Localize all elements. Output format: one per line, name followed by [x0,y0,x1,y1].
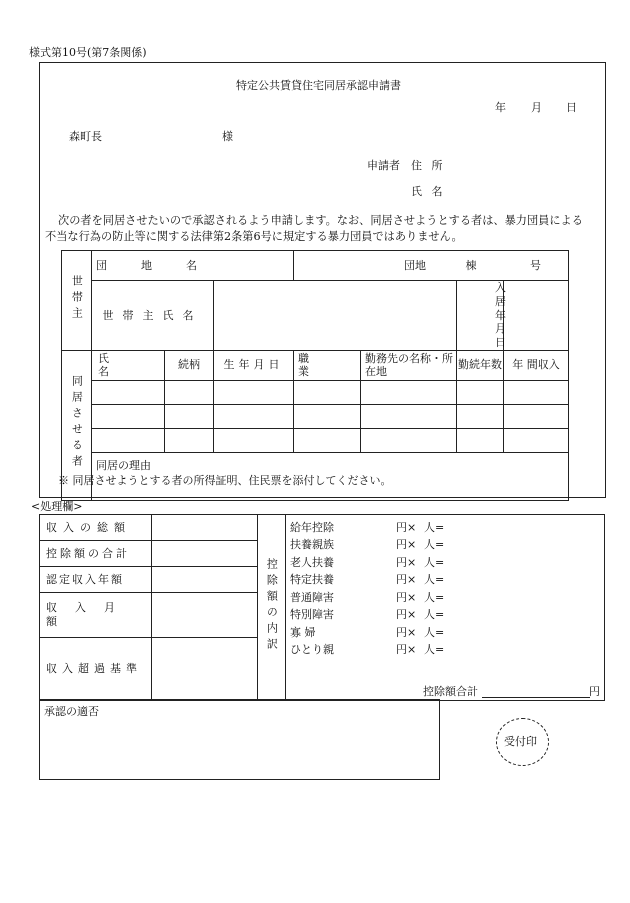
applicant-name-label[interactable]: 氏 名 [411,185,446,198]
date-day: 日 [566,101,577,114]
deduction-persons: 人= [424,625,445,639]
addressee-honorific: 様 [222,130,233,143]
header-job: 職 業 [294,350,361,380]
cohabitant-section-label: 同居させる者 [62,350,92,500]
cell[interactable] [92,380,165,404]
complex-tail-label: 団地 [404,258,427,272]
header-relation: 続柄 [165,350,214,380]
deduction-persons: 人= [424,643,445,657]
deduction-name: 普通障害 [290,590,334,604]
form-number: 様式第10号(第7条関係) [29,46,147,59]
deduction-name: 扶養親族 [290,538,334,552]
deduction-persons: 人= [424,608,445,622]
cell[interactable] [361,428,457,452]
header-workplace: 勤務先の名称・所在地 [361,350,457,380]
cell[interactable] [92,428,165,452]
applicant-address-label[interactable]: 住 所 [411,159,446,172]
building-label: 棟 [465,258,477,272]
cell[interactable] [214,404,294,428]
cell[interactable] [504,404,569,428]
cell[interactable] [165,404,214,428]
cell[interactable] [361,380,457,404]
header-name: 氏 名 [92,350,165,380]
deduction-sum-underline [482,697,590,698]
deduction-name: 老人扶養 [290,555,334,569]
form-title: 特定公共賃貸住宅同居承認申請書 [236,79,401,92]
addressee-name: 森町長 [69,130,102,143]
deduction-sum-label: 控除額合計 [423,685,478,698]
cell[interactable] [294,380,361,404]
approval-box[interactable] [39,699,440,780]
statement-line-2: 不当な行為の防止等に関する法律第2条第6号に規定する暴力団員ではありません。 [45,230,463,243]
cell[interactable] [165,380,214,404]
head-name-label-cell [92,281,214,351]
deduction-unit: 円× [396,520,417,534]
move-in-label-cell [457,281,509,351]
household-table [61,250,569,501]
move-in-label-2: 月 日 [495,322,509,349]
cell[interactable] [214,428,294,452]
deduction-row [290,519,464,537]
breakdown-label: 控除額の内訳 [258,515,286,701]
head-name-value[interactable] [214,281,457,351]
cell[interactable] [361,404,457,428]
total-income-label: 収入の総額 [40,515,152,541]
cell[interactable] [165,428,214,452]
total-income-value[interactable] [152,515,258,541]
number-label: 号 [530,258,542,272]
deduction-unit: 円× [396,555,417,569]
deduction-row [290,642,464,660]
cell[interactable] [92,404,165,428]
certified-income-label: 認定収入年額 [40,567,152,593]
deduction-name: 給年控除 [290,520,334,534]
excess-standard-label: 収入超過基準 [40,638,152,701]
table-row [62,404,569,428]
approval-label: 承認の適否 [44,705,99,718]
header-birthdate: 生年月日 [214,350,294,380]
deduction-row [290,589,464,607]
deduction-total-label: 控除額の合計 [40,541,152,567]
deduction-persons: 人= [424,590,445,604]
deduction-persons: 人= [424,555,445,569]
deduction-unit: 円× [396,608,417,622]
deduction-unit: 円× [396,573,417,587]
cell[interactable] [457,428,504,452]
certified-income-value[interactable] [152,567,258,593]
complex-building-cell[interactable] [294,251,569,281]
date-month: 月 [531,101,542,114]
deduction-persons: 人= [424,520,445,534]
deduction-name: 特別障害 [290,608,334,622]
monthly-income-label: 収入月額 [40,593,152,638]
cell[interactable] [457,404,504,428]
date-year: 年 [495,101,506,114]
deduction-row [290,537,464,555]
deductions-cell [286,515,605,701]
cell[interactable] [504,380,569,404]
monthly-income-value[interactable] [152,593,258,638]
processing-label: <処理欄> [31,500,83,513]
cell[interactable] [294,404,361,428]
reason-label: 同居の理由 [96,458,151,472]
deduction-total-value[interactable] [152,541,258,567]
move-in-label-1: 入 居年 [495,281,507,322]
complex-name-label: 団地名 [96,258,231,272]
statement-line-1: 次の者を同居させたいので承認されるよう申請します。なお、同居させようとする者は、暴力団員による [58,214,583,227]
deduction-persons: 人= [424,538,445,552]
deduction-sum-unit: 円 [589,685,600,698]
deduction-persons: 人= [424,573,445,587]
excess-standard-value[interactable] [152,638,258,701]
household-section-label: 世帯主 [62,251,92,351]
header-income: 年 間収入 [504,350,569,380]
processing-table [39,514,605,701]
cell[interactable] [214,380,294,404]
cell[interactable] [294,428,361,452]
header-years: 勤続年数 [457,350,504,380]
deduction-row [290,572,464,590]
attachment-note: ※ 同居させようとする者の所得証明、住民票を添付してください。 [58,474,392,487]
deduction-unit: 円× [396,538,417,552]
deduction-name: 特定扶養 [290,573,334,587]
deduction-row [290,607,464,625]
applicant-label: 申請者 [367,159,400,172]
table-row [62,380,569,404]
deduction-name: 寡 婦 [290,625,316,639]
deduction-unit: 円× [396,643,417,657]
deductions-list [290,519,464,659]
complex-name-cell [92,251,294,281]
cell[interactable] [504,428,569,452]
deduction-unit: 円× [396,590,417,604]
table-row [62,428,569,452]
head-name-label: 世帯主氏名 [102,308,203,322]
deduction-unit: 円× [396,625,417,639]
deduction-row [290,554,464,572]
deduction-row [290,624,464,642]
move-in-value[interactable] [504,281,569,351]
deduction-name: ひとり親 [290,643,334,657]
reception-stamp-label: 受付印 [504,735,537,748]
cell[interactable] [457,380,504,404]
